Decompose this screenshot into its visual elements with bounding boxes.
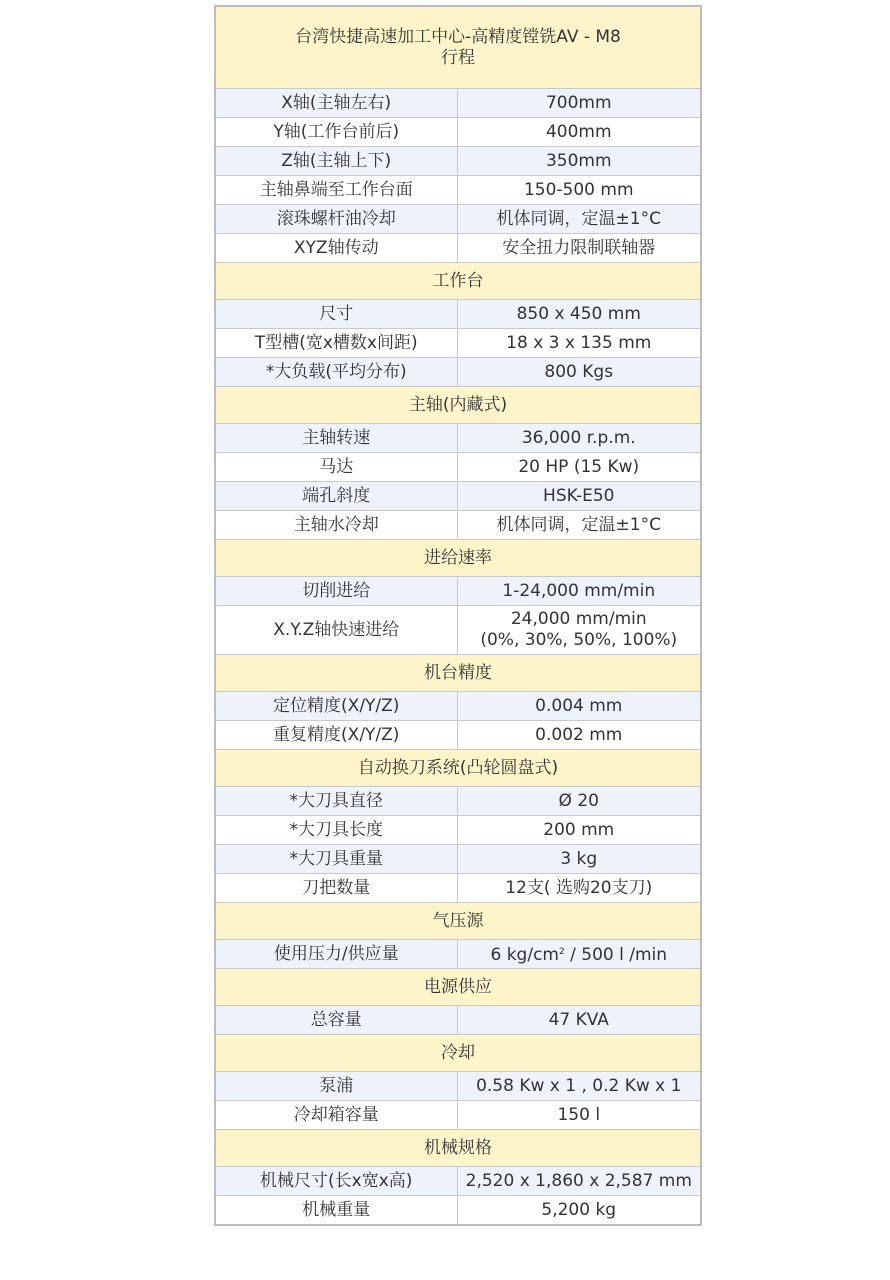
- spec-value: [457, 940, 701, 969]
- section-header: 机台精度: [215, 655, 701, 692]
- section-header: 主轴(内藏式): [215, 387, 701, 424]
- spec-row: [215, 787, 701, 816]
- section-header-row: [215, 750, 701, 787]
- section-header-row: [215, 1130, 701, 1167]
- spec-row: [215, 424, 701, 453]
- section-header-row: [215, 969, 701, 1006]
- spec-row: [215, 874, 701, 903]
- spec-label: 泵浦: [215, 1072, 457, 1101]
- section-header-row: [215, 387, 701, 424]
- spec-label: 主轴转速: [215, 424, 457, 453]
- spec-label: 总容量: [215, 1006, 457, 1035]
- spec-value: 350mm: [457, 147, 701, 176]
- spec-value: 2,520 x 1,860 x 2,587 mm: [457, 1167, 701, 1196]
- spec-label: Z轴(主轴上下): [215, 147, 457, 176]
- spec-value: 47 KVA: [457, 1006, 701, 1035]
- spec-value: 安全扭力限制联轴器: [457, 234, 701, 263]
- spec-row: [215, 118, 701, 147]
- section-header-row: [215, 263, 701, 300]
- section-header: 冷却: [215, 1035, 701, 1072]
- spec-label: 刀把数量: [215, 874, 457, 903]
- spec-value: 400mm: [457, 118, 701, 147]
- spec-row: [215, 234, 701, 263]
- spec-row: [215, 176, 701, 205]
- spec-value: 机体同调，定温±1°C: [457, 511, 701, 540]
- spec-label: Y轴(工作台前后): [215, 118, 457, 147]
- spec-value-superscript: 2: [558, 947, 565, 957]
- spec-value: 150-500 mm: [457, 176, 701, 205]
- spec-row: [215, 1101, 701, 1130]
- spec-row: [215, 721, 701, 750]
- section-header-row: [215, 655, 701, 692]
- section-header-row: [215, 903, 701, 940]
- spec-label: X.Y.Z轴快速进给: [215, 606, 457, 655]
- spec-value-line1: 24,000 mm/min: [510, 609, 647, 629]
- spec-row: [215, 692, 701, 721]
- spec-label: 使用压力/供应量: [215, 940, 457, 969]
- spec-row: [215, 816, 701, 845]
- spec-value-line2: (0%, 30%, 50%, 100%): [480, 630, 678, 650]
- section-header: 机械规格: [215, 1130, 701, 1167]
- spec-value-tail: / 500 l /min: [564, 945, 668, 965]
- spec-value: 200 mm: [457, 816, 701, 845]
- section-header: 工作台: [215, 263, 701, 300]
- spec-label: 切削进给: [215, 577, 457, 606]
- spec-value: HSK-E50: [457, 482, 701, 511]
- spec-value: 18 x 3 x 135 mm: [457, 329, 701, 358]
- spec-value: 800 Kgs: [457, 358, 701, 387]
- spec-label: 马达: [215, 453, 457, 482]
- spec-value: 12支( 选购20支刀): [457, 874, 701, 903]
- spec-label: *大刀具长度: [215, 816, 457, 845]
- spec-title: 台湾快捷高速加工中心-高精度镗铣AV - M8: [295, 26, 621, 47]
- spec-label: 重复精度(X/Y/Z): [215, 721, 457, 750]
- spec-value: 机体同调，定温±1°C: [457, 205, 701, 234]
- spec-row: [215, 511, 701, 540]
- spec-label: 机械尺寸(长x宽x高): [215, 1167, 457, 1196]
- spec-label: T型槽(宽x槽数x间距): [215, 329, 457, 358]
- spec-label: *大负载(平均分布): [215, 358, 457, 387]
- spec-table-body: [215, 6, 701, 1225]
- spec-label: 主轴鼻端至工作台面: [215, 176, 457, 205]
- spec-value: 20 HP (15 Kw): [457, 453, 701, 482]
- spec-value: 1-24,000 mm/min: [457, 577, 701, 606]
- spec-row: [215, 147, 701, 176]
- spec-label: 机械重量: [215, 1196, 457, 1226]
- spec-row: [215, 845, 701, 874]
- spec-label: 主轴水冷却: [215, 511, 457, 540]
- spec-value: 36,000 r.p.m.: [457, 424, 701, 453]
- spec-row: [215, 940, 701, 969]
- spec-value: Ø 20: [457, 787, 701, 816]
- section-header-row: [215, 540, 701, 577]
- spec-row: [215, 482, 701, 511]
- spec-row: [215, 89, 701, 118]
- spec-value: 0.004 mm: [457, 692, 701, 721]
- spec-label: X轴(主轴左右): [215, 89, 457, 118]
- spec-label: 滚珠螺杆油冷却: [215, 205, 457, 234]
- spec-row: [215, 205, 701, 234]
- spec-label: 尺寸: [215, 300, 457, 329]
- section-title-travel: 行程: [441, 47, 475, 68]
- section-header: 自动换刀系统(凸轮圆盘式): [215, 750, 701, 787]
- spec-value: [457, 606, 701, 655]
- spec-table: [214, 5, 702, 1226]
- spec-label: 冷却箱容量: [215, 1101, 457, 1130]
- spec-value: 5,200 kg: [457, 1196, 701, 1226]
- spec-label: XYZ轴传动: [215, 234, 457, 263]
- spec-value: 700mm: [457, 89, 701, 118]
- spec-row: [215, 1167, 701, 1196]
- spec-value: 3 kg: [457, 845, 701, 874]
- spec-row: [215, 300, 701, 329]
- spec-value-main: 6 kg/cm: [490, 945, 559, 965]
- spec-row: [215, 1006, 701, 1035]
- section-header: 电源供应: [215, 969, 701, 1006]
- spec-row: [215, 1072, 701, 1101]
- spec-row: [215, 606, 701, 655]
- spec-row: [215, 1196, 701, 1226]
- spec-label: *大刀具直径: [215, 787, 457, 816]
- spec-row: [215, 453, 701, 482]
- spec-value: 0.002 mm: [457, 721, 701, 750]
- spec-label: *大刀具重量: [215, 845, 457, 874]
- spec-value: 0.58 Kw x 1 , 0.2 Kw x 1: [457, 1072, 701, 1101]
- spec-row: [215, 329, 701, 358]
- spec-label: 端孔斜度: [215, 482, 457, 511]
- spec-label: 定位精度(X/Y/Z): [215, 692, 457, 721]
- spec-row: [215, 577, 701, 606]
- title-cell: [215, 6, 701, 89]
- section-header: 进给速率: [215, 540, 701, 577]
- section-header: 气压源: [215, 903, 701, 940]
- spec-value: 150 l: [457, 1101, 701, 1130]
- section-header-row: [215, 1035, 701, 1072]
- spec-value: 850 x 450 mm: [457, 300, 701, 329]
- spec-row: [215, 358, 701, 387]
- title-row: [215, 6, 701, 89]
